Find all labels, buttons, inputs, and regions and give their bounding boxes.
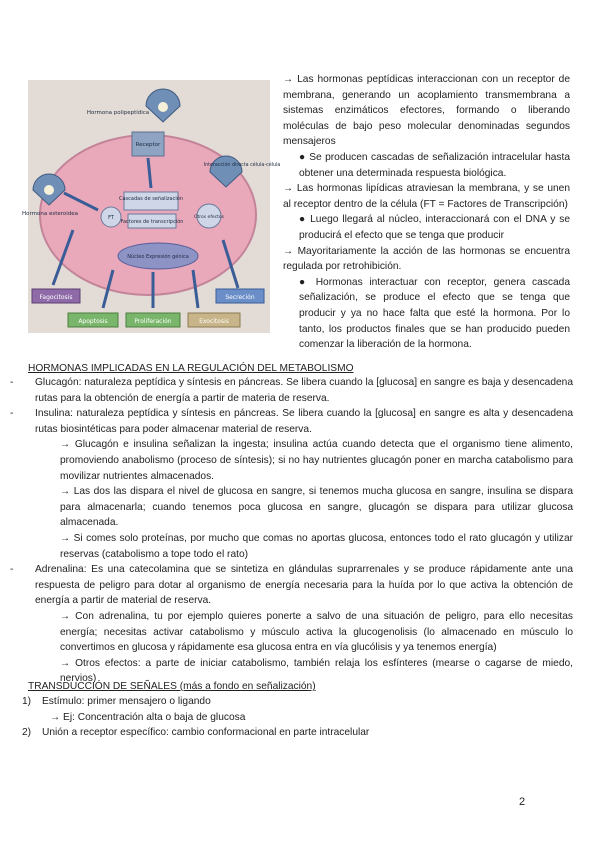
step-example: → Ej: Concentración alta o baja de glucosa bbox=[50, 711, 246, 723]
section-title-hormonas: HORMONAS IMPLICADAS EN LA REGULACIÓN DEL METABOLISMO bbox=[28, 363, 354, 374]
hormone-item-note: → Otros efectos: a parte de iniciar catabolismo, también relaja los esfínteres (mearse o cagarse de miedo, nervios) bbox=[60, 657, 573, 685]
transduction-step bbox=[22, 725, 582, 741]
step-text: Unión a receptor específico: cambio conformacional en parte intracelular bbox=[42, 727, 370, 739]
hormone-item-text: Insulina: naturaleza peptídica y síntesis en páncreas. Se libera cuando la [glucosa] en sangre es alta y desencadena rutas biosintéticas para poder almacenar material de reserva. bbox=[35, 408, 573, 435]
hormone-item-text: Adrenalina: Es una catecolamina que se sintetiza en glándulas suprarrenales y se produce rápidamente ante una respuesta de peligro para dotar al organismo de energía necesaria para la huída por lo que activa la obtención de energía a partir de material de reserva. bbox=[35, 564, 573, 607]
hormone-item-note: → Las dos las dispara el nivel de glucosa en sangre, si tenemos mucha glucosa en sangre, insulina se dispara para almacenarla; cuando tenemos poca glucosa en sangre, glucagón se dispara para utilizar glucosa almacenada. bbox=[60, 486, 573, 529]
fig-label-nucleo: Núcleo Expresión génica bbox=[127, 254, 189, 260]
list-dash: - bbox=[10, 408, 14, 420]
right-paragraph: → Mayoritariamente la acción de las hormonas se encuentra regulada por retrohibición. bbox=[283, 245, 570, 273]
hormone-item-note: → Glucagón e insulina señalizan la ingesta; insulina actúa cuando detecta que el organismo tiene alimento, promoviendo anabolismo (proceso de síntesis); si no hay nutrientes glucagón poner en marcha catabolismo para movilizar nutrientes almacenados. bbox=[60, 439, 573, 482]
step-number: 1) bbox=[22, 696, 32, 707]
fig-label-proliferacion: Proliferación bbox=[134, 318, 172, 325]
fig-label-hormona-esteroidea: Hormona esteroidea bbox=[21, 211, 79, 217]
fig-label-exocitosis: Exocitosis bbox=[199, 318, 229, 325]
list-dash: - bbox=[10, 377, 14, 388]
fig-label-cascadas: Cascadas de señalización bbox=[119, 196, 183, 202]
transduction-steps bbox=[22, 694, 582, 741]
hormone-item-note: → Si comes solo proteínas, por mucho que comas no aportas glucosa, entonces todo el rato glucagón y utilizar reservas (catabolismo a tope todo el rato) bbox=[60, 532, 573, 560]
fig-label-otros: Otros efectos bbox=[193, 215, 225, 220]
hormone-item bbox=[10, 562, 573, 687]
right-paragraph: → Las hormonas lipídicas atraviesan la membrana, y se unen al receptor dentro de la célula (FT = Factores de Transcripción) bbox=[283, 183, 570, 210]
hormone-item bbox=[10, 406, 573, 562]
right-paragraph: ● Hormonas interactuar con receptor, genera cascada señalización, se produce el efecto que se tenga que producir y ya no hace falta que esté la hormona. Por lo tanto, los productos finales que se han producido pueden comenzar la liberación de la hormona. bbox=[299, 276, 570, 351]
right-paragraph: ● Se producen cascadas de señalización intracelular hasta obtener una determinada respuesta biológica. bbox=[299, 151, 570, 179]
right-column-text bbox=[283, 72, 570, 353]
list-dash: - bbox=[10, 564, 14, 576]
step-number: 2) bbox=[22, 727, 32, 739]
fig-label-secrecion: Secreción bbox=[225, 294, 255, 301]
step-text: Estímulo: primer mensajero o ligando bbox=[42, 696, 211, 707]
right-paragraph: → Las hormonas peptídicas interaccionan con un receptor de membrana, generando un acoplamiento transmembrana a sistemas enzimáticos efectores, formando o liberando moléculas de bajo peso molecular denominadas segundos mensajeros bbox=[283, 74, 570, 148]
fig-label-ft: FT bbox=[108, 215, 114, 221]
signaling-figure bbox=[21, 80, 281, 333]
transduction-step bbox=[22, 694, 582, 725]
hormone-item bbox=[10, 375, 573, 406]
page-number: 2 bbox=[519, 796, 526, 808]
right-paragraph: ● Luego llegará al núcleo, interaccionará con el DNA y se producirá el efecto que se tenga que producir bbox=[299, 214, 570, 241]
fig-label-factores: Factores de transcripción bbox=[120, 219, 184, 225]
fig-label-apoptosis: Apoptosis bbox=[78, 318, 108, 325]
fig-label-fagocitosis: Fagocitosis bbox=[39, 294, 73, 301]
section-title-transduccion: TRANSDUCCIÓN DE SEÑALES (más a fondo en señalización) bbox=[28, 681, 316, 692]
fig-label-interaccion: Interacción directa célula-célula bbox=[203, 163, 281, 168]
hormone-item-note: → Con adrenalina, tu por ejemplo quieres ponerte a salvo de una situación de peligro, para ello necesitas energía; necesitas activar catabolismo y músculo activa la glucogenolisis (lo almacenado en músculo lo convertimos en glucosa y rápidamente esa glucosa entra en vía glucólisis y ya tenemos energía) bbox=[60, 610, 573, 654]
fig-label-receptor: Receptor bbox=[135, 142, 161, 148]
hormone-list bbox=[10, 375, 573, 687]
fig-label-hormona-polipeptidica: Hormona polipeptídica bbox=[86, 110, 150, 116]
hormone-item-text: Glucagón: naturaleza peptídica y síntesis en páncreas. Se libera cuando la [glucosa] en sangre es baja y desencadena rutas para la obtención de energía a partir de materia de reserva. bbox=[35, 377, 573, 404]
